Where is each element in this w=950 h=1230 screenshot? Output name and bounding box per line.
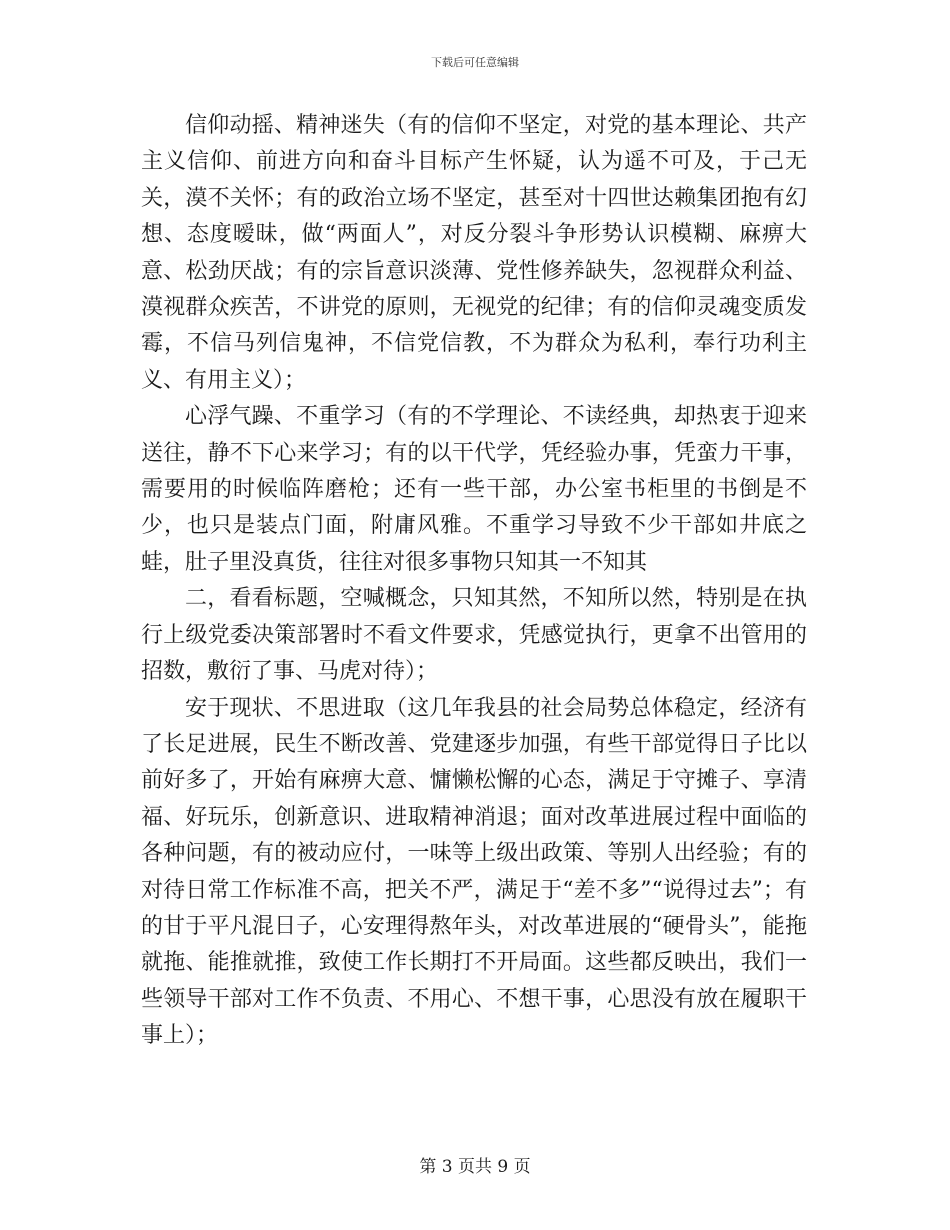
page-header: 下载后可任意编辑 (431, 56, 519, 69)
paragraph-slogans: 二，看看标题，空喊概念，只知其然，不知所以然，特别是在执行上级党委决策部署时不看文件要求，凭感觉执行，更拿不出管用的招数，敷衍了事、马虎对待）； (141, 586, 807, 685)
paragraph-complacency: 安于现状、不思进取（这几年我县的社会局势总体稳定，经济有了长足进展，民生不断改善、党建逐步加强，有些干部觉得日子比以前好多了，开始有麻痹大意、慵懒松懈的心态，满足于守摊子、享清福、好玩乐，创新意识、进取精神消退；面对改革进展过程中面临的各种问题，有的被动应付，一味等上级出政策、等别人出经验；有的对待日常工作标准不高，把关不严，满足于“差不多”“说得过去”；有的甘于平凡混日子，心安理得熬年头，对改革进展的“硬骨头”，能拖就拖、能推就推，致使工作长期打不开局面。这些都反映出，我们一些领导干部对工作不负责、不用心、不想干事，心思没有放在履职干事上）； (141, 695, 807, 1049)
paragraph-faith: 信仰动摇、精神迷失（有的信仰不坚定，对党的基本理论、共产主义信仰、前进方向和奋斗目标产生怀疑，认为遥不可及，于己无关，漠不关怀；有的政治立场不坚定，甚至对十四世达赖集团抱有幻想、态度暧昧，做“两面人”，对反分裂斗争形势认识模糊、麻痹大意、松劲厌战；有的宗旨意识淡薄、党性修养缺失，忽视群众利益、漠视群众疾苦，不讲党的原则，无视党的纪律；有的信仰灵魂变质发霉，不信马列信鬼神，不信党信教，不为群众为私利，奉行功利主义、有用主义）； (141, 113, 807, 393)
page-number: 第 3 页共 9 页 (419, 1157, 531, 1177)
paragraph-study: 心浮气躁、不重学习（有的不学理论、不读经典，却热衷于迎来送往，静不下心来学习；有的以干代学，凭经验办事，凭蛮力干事，需要用的时候临阵磨枪；还有一些干部，办公室书柜里的书倒是不少，也只是装点门面，附庸风雅。不重学习导致不少干部如井底之蛙，肚子里没真货，往往对很多事物只知其一不知其 (141, 404, 807, 575)
document-body (141, 108, 807, 1055)
